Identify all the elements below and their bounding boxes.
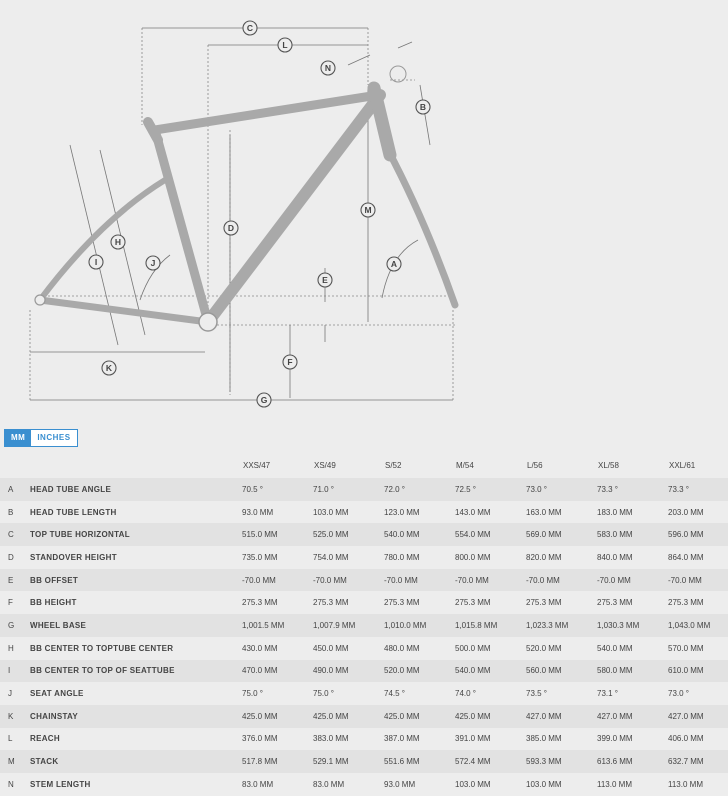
table-cell: 450.0 MM <box>313 637 384 660</box>
table-row <box>0 614 728 637</box>
table-cell: 71.0 ° <box>313 478 384 501</box>
row-key: D <box>0 546 30 569</box>
table-cell: 113.0 MM <box>597 773 668 796</box>
table-cell: 780.0 MM <box>384 546 455 569</box>
size-header-row <box>0 452 728 478</box>
table-cell: 275.3 MM <box>242 591 313 614</box>
table-cell: 1,010.0 MM <box>384 614 455 637</box>
dimension-label-n: N <box>324 63 332 73</box>
dimension-label-c: C <box>246 23 254 33</box>
table-cell: 83.0 MM <box>242 773 313 796</box>
table-cell: 73.1 ° <box>597 682 668 705</box>
geometry-table <box>0 452 728 796</box>
size-header: XXS/47 <box>243 460 271 470</box>
table-cell: 1,015.8 MM <box>455 614 526 637</box>
dimension-label-m: M <box>364 205 372 215</box>
table-cell: -70.0 MM <box>242 569 313 592</box>
row-key: C <box>0 523 30 546</box>
table-cell: 73.3 ° <box>668 478 728 501</box>
dimension-label-i: I <box>94 257 98 267</box>
table-cell: 275.3 MM <box>597 591 668 614</box>
table-row <box>0 728 728 751</box>
row-label: REACH <box>30 728 242 751</box>
row-key: G <box>0 614 30 637</box>
table-row <box>0 660 728 683</box>
table-cell: 275.3 MM <box>526 591 597 614</box>
table-cell: 632.7 MM <box>668 750 728 773</box>
table-cell: 123.0 MM <box>384 501 455 524</box>
dimension-label-a: A <box>390 259 398 269</box>
table-cell: 500.0 MM <box>455 637 526 660</box>
row-key: J <box>0 682 30 705</box>
row-key: B <box>0 501 30 524</box>
size-header: M/54 <box>456 460 474 470</box>
table-cell: 425.0 MM <box>313 705 384 728</box>
table-cell: 864.0 MM <box>668 546 728 569</box>
dimension-label-b: B <box>419 102 427 112</box>
table-row <box>0 478 728 501</box>
size-header: XL/58 <box>598 460 619 470</box>
dimension-label-l: L <box>282 40 288 50</box>
row-label: STANDOVER HEIGHT <box>30 546 242 569</box>
dimension-label-j: J <box>150 258 156 268</box>
table-cell: 593.3 MM <box>526 750 597 773</box>
table-cell: 529.1 MM <box>313 750 384 773</box>
row-key: K <box>0 705 30 728</box>
table-cell: 430.0 MM <box>242 637 313 660</box>
row-label: HEAD TUBE ANGLE <box>30 478 242 501</box>
header-blank <box>0 452 30 478</box>
dimension-label-k: K <box>105 363 113 373</box>
table-cell: 560.0 MM <box>526 660 597 683</box>
row-key: M <box>0 750 30 773</box>
table-cell: 570.0 MM <box>668 637 728 660</box>
dimension-labels <box>89 21 430 407</box>
table-cell: 72.5 ° <box>455 478 526 501</box>
row-key: N <box>0 773 30 796</box>
table-cell: -70.0 MM <box>455 569 526 592</box>
row-label: BB OFFSET <box>30 569 242 592</box>
table-cell: 425.0 MM <box>242 705 313 728</box>
table-cell: -70.0 MM <box>384 569 455 592</box>
table-cell: 583.0 MM <box>597 523 668 546</box>
table-row <box>0 569 728 592</box>
table-row <box>0 750 728 773</box>
table-cell: 93.0 MM <box>384 773 455 796</box>
table-cell: 275.3 MM <box>313 591 384 614</box>
row-label: TOP TUBE HORIZONTAL <box>30 523 242 546</box>
table-cell: -70.0 MM <box>526 569 597 592</box>
table-cell: 143.0 MM <box>455 501 526 524</box>
table-cell: 1,001.5 MM <box>242 614 313 637</box>
table-cell: 75.0 ° <box>313 682 384 705</box>
table-cell: 83.0 MM <box>313 773 384 796</box>
row-label: CHAINSTAY <box>30 705 242 728</box>
table-cell: 569.0 MM <box>526 523 597 546</box>
table-cell: 391.0 MM <box>455 728 526 751</box>
table-cell: 800.0 MM <box>455 546 526 569</box>
table-cell: -70.0 MM <box>668 569 728 592</box>
table-cell: 572.4 MM <box>455 750 526 773</box>
row-key: I <box>0 660 30 683</box>
table-cell: 540.0 MM <box>455 660 526 683</box>
table-cell: 540.0 MM <box>384 523 455 546</box>
table-cell: 551.6 MM <box>384 750 455 773</box>
table-cell: 383.0 MM <box>313 728 384 751</box>
row-key: A <box>0 478 30 501</box>
row-label: SEAT ANGLE <box>30 682 242 705</box>
dimension-label-e: E <box>322 275 328 285</box>
table-cell: 73.5 ° <box>526 682 597 705</box>
row-label: HEAD TUBE LENGTH <box>30 501 242 524</box>
table-row <box>0 501 728 524</box>
table-cell: 73.0 ° <box>526 478 597 501</box>
dimension-label-h: H <box>114 237 122 247</box>
table-cell: 525.0 MM <box>313 523 384 546</box>
table-cell: 203.0 MM <box>668 501 728 524</box>
table-cell: 74.0 ° <box>455 682 526 705</box>
table-cell: 93.0 MM <box>242 501 313 524</box>
table-cell: 554.0 MM <box>455 523 526 546</box>
table-cell: 517.8 MM <box>242 750 313 773</box>
dimension-label-d: D <box>227 223 235 233</box>
table-row <box>0 705 728 728</box>
table-row <box>0 591 728 614</box>
row-label: STEM LENGTH <box>30 773 242 796</box>
table-cell: 820.0 MM <box>526 546 597 569</box>
table-cell: 385.0 MM <box>526 728 597 751</box>
table-cell: 1,043.0 MM <box>668 614 728 637</box>
table-cell: 1,030.3 MM <box>597 614 668 637</box>
size-header: XS/49 <box>314 460 336 470</box>
table-cell: 1,023.3 MM <box>526 614 597 637</box>
table-cell: 275.3 MM <box>668 591 728 614</box>
table-cell: 610.0 MM <box>668 660 728 683</box>
dimension-label-g: G <box>260 395 268 405</box>
dimension-label-f: F <box>287 357 293 367</box>
table-row <box>0 523 728 546</box>
table-cell: 490.0 MM <box>313 660 384 683</box>
table-cell: 113.0 MM <box>668 773 728 796</box>
table-cell: 425.0 MM <box>455 705 526 728</box>
table-row <box>0 637 728 660</box>
table-cell: 515.0 MM <box>242 523 313 546</box>
row-key: F <box>0 591 30 614</box>
header-blank <box>30 452 242 478</box>
size-header: S/52 <box>385 460 402 470</box>
table-cell: 387.0 MM <box>384 728 455 751</box>
row-key: E <box>0 569 30 592</box>
table-cell: 470.0 MM <box>242 660 313 683</box>
size-header: L/56 <box>527 460 543 470</box>
table-cell: 73.0 ° <box>668 682 728 705</box>
row-label: BB HEIGHT <box>30 591 242 614</box>
table-cell: 480.0 MM <box>384 637 455 660</box>
table-row <box>0 773 728 796</box>
table-cell: 425.0 MM <box>384 705 455 728</box>
table-cell: 275.3 MM <box>384 591 455 614</box>
geometry-table-body <box>0 478 728 796</box>
table-cell: 520.0 MM <box>526 637 597 660</box>
table-cell: 399.0 MM <box>597 728 668 751</box>
row-label: BB CENTER TO TOP OF SEATTUBE <box>30 660 242 683</box>
table-cell: 183.0 MM <box>597 501 668 524</box>
table-cell: 275.3 MM <box>455 591 526 614</box>
table-cell: 540.0 MM <box>597 637 668 660</box>
table-cell: 103.0 MM <box>455 773 526 796</box>
row-key: H <box>0 637 30 660</box>
row-label: BB CENTER TO TOPTUBE CENTER <box>30 637 242 660</box>
table-row <box>0 546 728 569</box>
table-cell: -70.0 MM <box>313 569 384 592</box>
table-cell: 73.3 ° <box>597 478 668 501</box>
unit-mm-button[interactable]: MM <box>5 430 31 446</box>
row-label: STACK <box>30 750 242 773</box>
table-cell: 613.6 MM <box>597 750 668 773</box>
table-cell: 427.0 MM <box>668 705 728 728</box>
bike-frame <box>40 88 455 322</box>
table-cell: 103.0 MM <box>313 501 384 524</box>
table-cell: 103.0 MM <box>526 773 597 796</box>
table-cell: 427.0 MM <box>526 705 597 728</box>
table-cell: 735.0 MM <box>242 546 313 569</box>
table-cell: 427.0 MM <box>597 705 668 728</box>
table-cell: 520.0 MM <box>384 660 455 683</box>
table-cell: 840.0 MM <box>597 546 668 569</box>
table-cell: 754.0 MM <box>313 546 384 569</box>
table-row <box>0 682 728 705</box>
unit-inches-button[interactable]: INCHES <box>31 430 76 446</box>
table-cell: 75.0 ° <box>242 682 313 705</box>
table-cell: 376.0 MM <box>242 728 313 751</box>
table-cell: 72.0 ° <box>384 478 455 501</box>
table-cell: -70.0 MM <box>597 569 668 592</box>
table-cell: 163.0 MM <box>526 501 597 524</box>
table-cell: 596.0 MM <box>668 523 728 546</box>
unit-toggle <box>4 429 78 447</box>
row-key: L <box>0 728 30 751</box>
table-cell: 70.5 ° <box>242 478 313 501</box>
table-cell: 406.0 MM <box>668 728 728 751</box>
table-cell: 1,007.9 MM <box>313 614 384 637</box>
row-label: WHEEL BASE <box>30 614 242 637</box>
size-header: XXL/61 <box>669 460 696 470</box>
table-cell: 580.0 MM <box>597 660 668 683</box>
table-cell: 74.5 ° <box>384 682 455 705</box>
